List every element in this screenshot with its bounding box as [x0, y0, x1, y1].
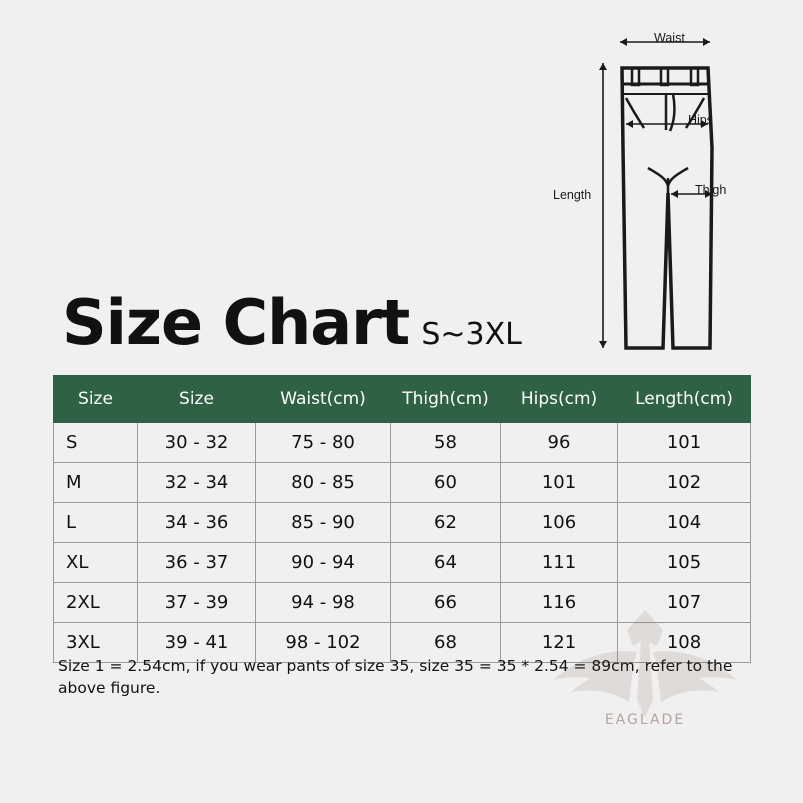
- diagram-label-length: Length: [553, 188, 592, 202]
- table-cell: 64: [391, 543, 501, 583]
- table-row: [54, 503, 751, 543]
- pants-diagram: [540, 18, 790, 358]
- table-cell: 80 - 85: [256, 463, 391, 503]
- page-title-subtitle: S~3XL: [421, 317, 522, 352]
- table-header-cell: Size: [54, 376, 138, 423]
- table-cell: 2XL: [54, 583, 138, 623]
- table-cell: 116: [501, 583, 618, 623]
- table-cell: 30 - 32: [138, 423, 256, 463]
- table-cell: 32 - 34: [138, 463, 256, 503]
- conversion-note: Size 1 = 2.54cm, if you wear pants of size 35, size 35 = 35 * 2.54 = 89cm, refer to the above figure.: [58, 657, 733, 697]
- size-table: [53, 375, 751, 663]
- diagram-label-waist: Waist: [654, 31, 685, 45]
- table-cell: 66: [391, 583, 501, 623]
- table-cell: 37 - 39: [138, 583, 256, 623]
- table-cell: 75 - 80: [256, 423, 391, 463]
- table-header-row: [54, 376, 751, 423]
- diagram-label-thigh: Thigh: [695, 183, 727, 197]
- table-cell: 111: [501, 543, 618, 583]
- table-cell: 58: [391, 423, 501, 463]
- table-cell: 94 - 98: [256, 583, 391, 623]
- table-cell: 102: [618, 463, 751, 503]
- table-cell: M: [54, 463, 138, 503]
- table-header-cell: Length(cm): [618, 376, 751, 423]
- table-row: [54, 543, 751, 583]
- table-header-cell: Thigh(cm): [391, 376, 501, 423]
- table-cell: 104: [618, 503, 751, 543]
- table-row: [54, 583, 751, 623]
- watermark-text: EAGLADE: [604, 712, 686, 728]
- table-header-cell: Size: [138, 376, 256, 423]
- table-cell: 85 - 90: [256, 503, 391, 543]
- table-cell: 34 - 36: [138, 503, 256, 543]
- table-cell: 98 - 102: [256, 623, 391, 663]
- table-cell: 39 - 41: [138, 623, 256, 663]
- table-cell: 90 - 94: [256, 543, 391, 583]
- table-row: [54, 463, 751, 503]
- table-cell: 107: [618, 583, 751, 623]
- table-cell: L: [54, 503, 138, 543]
- page-title: [62, 286, 522, 359]
- table-cell: 101: [501, 463, 618, 503]
- diagram-label-hips: Hips: [688, 113, 714, 127]
- table-header-cell: Waist(cm): [256, 376, 391, 423]
- table-header-cell: Hips(cm): [501, 376, 618, 423]
- table-cell: 96: [501, 423, 618, 463]
- table-cell: 108: [618, 623, 751, 663]
- table-cell: S: [54, 423, 138, 463]
- table-cell: 62: [391, 503, 501, 543]
- table-cell: 105: [618, 543, 751, 583]
- table-cell: 3XL: [54, 623, 138, 663]
- page-title-main: Size Chart: [62, 286, 410, 359]
- table-cell: 36 - 37: [138, 543, 256, 583]
- table-cell: 106: [501, 503, 618, 543]
- table-cell: XL: [54, 543, 138, 583]
- table-row: [54, 423, 751, 463]
- table-cell: 60: [391, 463, 501, 503]
- table-cell: 101: [618, 423, 751, 463]
- table-cell: 121: [501, 623, 618, 663]
- size-table-container: [53, 375, 750, 663]
- table-cell: 68: [391, 623, 501, 663]
